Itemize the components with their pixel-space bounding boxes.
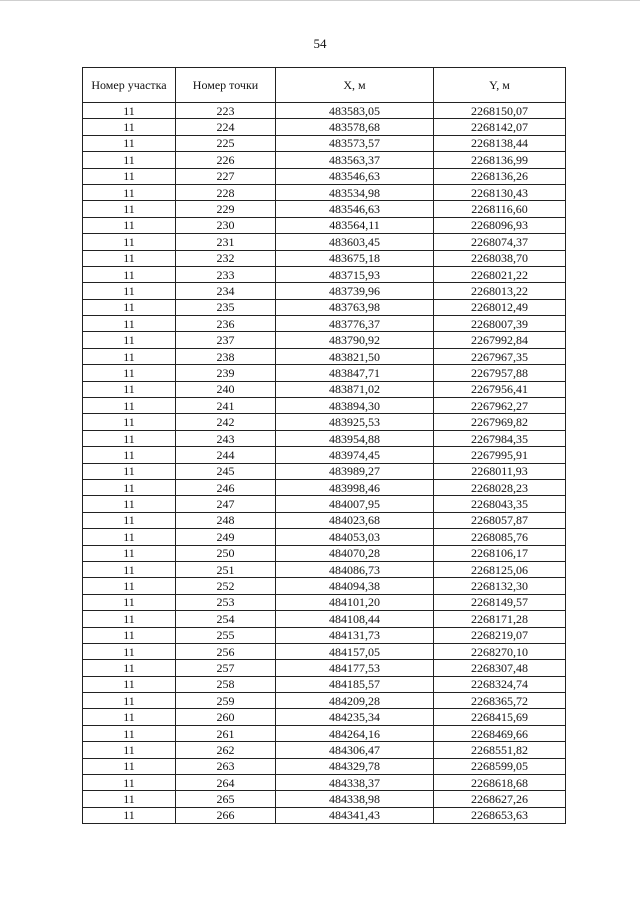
cell-point-number: 250 [176,545,276,561]
header-plot-number: Номер участка [83,68,176,103]
cell-x-coordinate: 483578,68 [276,119,434,135]
cell-point-number: 258 [176,676,276,692]
cell-y-coordinate: 2267995,91 [434,447,566,463]
cell-point-number: 254 [176,611,276,627]
cell-x-coordinate: 483871,02 [276,381,434,397]
cell-x-coordinate: 483989,27 [276,463,434,479]
cell-x-coordinate: 484070,28 [276,545,434,561]
cell-y-coordinate: 2268074,37 [434,234,566,250]
cell-point-number: 264 [176,775,276,791]
cell-plot-number: 11 [83,414,176,430]
cell-point-number: 266 [176,807,276,823]
cell-x-coordinate: 484338,98 [276,791,434,807]
cell-point-number: 230 [176,217,276,233]
cell-x-coordinate: 483894,30 [276,398,434,414]
table-row [83,266,566,282]
cell-x-coordinate: 483546,63 [276,168,434,184]
cell-y-coordinate: 2268013,22 [434,283,566,299]
table-row [83,119,566,135]
cell-x-coordinate: 483603,45 [276,234,434,250]
cell-x-coordinate: 483546,63 [276,201,434,217]
cell-x-coordinate: 483563,37 [276,152,434,168]
cell-point-number: 231 [176,234,276,250]
table-row [83,217,566,233]
cell-y-coordinate: 2268043,35 [434,496,566,512]
table-row [83,529,566,545]
cell-point-number: 246 [176,479,276,495]
table-row [83,234,566,250]
table-row [83,414,566,430]
cell-point-number: 241 [176,398,276,414]
table-row [83,168,566,184]
cell-plot-number: 11 [83,447,176,463]
cell-point-number: 252 [176,578,276,594]
cell-y-coordinate: 2268011,93 [434,463,566,479]
cell-plot-number: 11 [83,627,176,643]
table-row [83,611,566,627]
table-row [83,512,566,528]
cell-plot-number: 11 [83,512,176,528]
cell-x-coordinate: 483583,05 [276,103,434,119]
coordinates-table [82,67,566,824]
cell-point-number: 263 [176,758,276,774]
cell-point-number: 255 [176,627,276,643]
cell-x-coordinate: 484108,44 [276,611,434,627]
cell-plot-number: 11 [83,561,176,577]
cell-plot-number: 11 [83,496,176,512]
cell-point-number: 262 [176,742,276,758]
cell-x-coordinate: 483763,98 [276,299,434,315]
cell-point-number: 237 [176,332,276,348]
cell-x-coordinate: 483954,88 [276,430,434,446]
cell-x-coordinate: 483564,11 [276,217,434,233]
cell-y-coordinate: 2267967,35 [434,348,566,364]
table-row [83,348,566,364]
table-row [83,103,566,119]
cell-x-coordinate: 483776,37 [276,316,434,332]
cell-plot-number: 11 [83,709,176,725]
cell-y-coordinate: 2268599,05 [434,758,566,774]
table-row [83,430,566,446]
cell-plot-number: 11 [83,381,176,397]
cell-point-number: 253 [176,594,276,610]
cell-plot-number: 11 [83,168,176,184]
cell-point-number: 257 [176,660,276,676]
cell-y-coordinate: 2268138,44 [434,135,566,151]
cell-point-number: 260 [176,709,276,725]
cell-point-number: 249 [176,529,276,545]
cell-y-coordinate: 2268021,22 [434,266,566,282]
header-x-coordinate: X, м [276,68,434,103]
cell-point-number: 256 [176,643,276,659]
cell-y-coordinate: 2268618,68 [434,775,566,791]
cell-point-number: 261 [176,725,276,741]
cell-x-coordinate: 484007,95 [276,496,434,512]
page-number: 54 [313,36,327,51]
cell-y-coordinate: 2268116,60 [434,201,566,217]
cell-point-number: 238 [176,348,276,364]
cell-y-coordinate: 2267992,84 [434,332,566,348]
cell-point-number: 243 [176,430,276,446]
cell-point-number: 239 [176,365,276,381]
cell-x-coordinate: 483847,71 [276,365,434,381]
cell-y-coordinate: 2268219,07 [434,627,566,643]
table-row [83,693,566,709]
cell-plot-number: 11 [83,775,176,791]
table-row [83,545,566,561]
cell-x-coordinate: 483534,98 [276,184,434,200]
header-point-number: Номер точки [176,68,276,103]
cell-point-number: 232 [176,250,276,266]
cell-plot-number: 11 [83,283,176,299]
cell-plot-number: 11 [83,316,176,332]
cell-point-number: 228 [176,184,276,200]
table-row [83,709,566,725]
cell-x-coordinate: 483974,45 [276,447,434,463]
table-row [83,627,566,643]
cell-y-coordinate: 2267969,82 [434,414,566,430]
cell-y-coordinate: 2268085,76 [434,529,566,545]
table-row [83,250,566,266]
table-row [83,365,566,381]
cell-plot-number: 11 [83,742,176,758]
top-border-rule [0,0,640,7]
cell-point-number: 259 [176,693,276,709]
cell-y-coordinate: 2268028,23 [434,479,566,495]
table-row [83,463,566,479]
cell-y-coordinate: 2268125,06 [434,561,566,577]
cell-x-coordinate: 483998,46 [276,479,434,495]
table-row [83,758,566,774]
table-row [83,742,566,758]
cell-plot-number: 11 [83,578,176,594]
cell-y-coordinate: 2268007,39 [434,316,566,332]
cell-y-coordinate: 2268307,48 [434,660,566,676]
cell-x-coordinate: 484235,34 [276,709,434,725]
cell-x-coordinate: 483573,57 [276,135,434,151]
cell-plot-number: 11 [83,660,176,676]
cell-x-coordinate: 484131,73 [276,627,434,643]
cell-plot-number: 11 [83,594,176,610]
table-row [83,479,566,495]
cell-y-coordinate: 2268057,87 [434,512,566,528]
cell-y-coordinate: 2268365,72 [434,693,566,709]
cell-plot-number: 11 [83,152,176,168]
cell-x-coordinate: 483821,50 [276,348,434,364]
cell-x-coordinate: 484101,20 [276,594,434,610]
cell-point-number: 226 [176,152,276,168]
cell-plot-number: 11 [83,234,176,250]
table-row [83,807,566,823]
cell-plot-number: 11 [83,184,176,200]
cell-y-coordinate: 2268106,17 [434,545,566,561]
cell-y-coordinate: 2268469,66 [434,725,566,741]
cell-plot-number: 11 [83,725,176,741]
cell-plot-number: 11 [83,463,176,479]
table-row [83,791,566,807]
table-row [83,332,566,348]
cell-x-coordinate: 483675,18 [276,250,434,266]
cell-plot-number: 11 [83,332,176,348]
cell-point-number: 234 [176,283,276,299]
cell-x-coordinate: 483739,96 [276,283,434,299]
cell-point-number: 233 [176,266,276,282]
cell-plot-number: 11 [83,250,176,266]
cell-point-number: 227 [176,168,276,184]
table-row [83,299,566,315]
cell-point-number: 224 [176,119,276,135]
cell-x-coordinate: 484023,68 [276,512,434,528]
cell-plot-number: 11 [83,791,176,807]
cell-plot-number: 11 [83,758,176,774]
cell-plot-number: 11 [83,479,176,495]
cell-plot-number: 11 [83,119,176,135]
cell-plot-number: 11 [83,693,176,709]
cell-plot-number: 11 [83,201,176,217]
cell-y-coordinate: 2267984,35 [434,430,566,446]
cell-x-coordinate: 484306,47 [276,742,434,758]
cell-y-coordinate: 2267957,88 [434,365,566,381]
cell-plot-number: 11 [83,611,176,627]
cell-x-coordinate: 483715,93 [276,266,434,282]
cell-point-number: 244 [176,447,276,463]
cell-y-coordinate: 2268136,26 [434,168,566,184]
cell-plot-number: 11 [83,676,176,692]
cell-y-coordinate: 2268551,82 [434,742,566,758]
cell-y-coordinate: 2267956,41 [434,381,566,397]
cell-plot-number: 11 [83,348,176,364]
table-row [83,578,566,594]
cell-point-number: 265 [176,791,276,807]
table-row [83,184,566,200]
table-row [83,643,566,659]
cell-y-coordinate: 2268136,99 [434,152,566,168]
table-row [83,676,566,692]
cell-y-coordinate: 2268415,69 [434,709,566,725]
cell-y-coordinate: 2268038,70 [434,250,566,266]
table-row [83,447,566,463]
table-row [83,381,566,397]
cell-point-number: 225 [176,135,276,151]
table-row [83,561,566,577]
cell-point-number: 223 [176,103,276,119]
cell-point-number: 247 [176,496,276,512]
cell-x-coordinate: 483790,92 [276,332,434,348]
cell-x-coordinate: 484264,16 [276,725,434,741]
table-row [83,594,566,610]
cell-x-coordinate: 484157,05 [276,643,434,659]
header-y-coordinate: Y, м [434,68,566,103]
cell-x-coordinate: 483925,53 [276,414,434,430]
cell-x-coordinate: 484094,38 [276,578,434,594]
cell-point-number: 240 [176,381,276,397]
table-body [83,103,566,824]
cell-plot-number: 11 [83,217,176,233]
cell-point-number: 251 [176,561,276,577]
cell-plot-number: 11 [83,398,176,414]
cell-y-coordinate: 2268627,26 [434,791,566,807]
cell-plot-number: 11 [83,365,176,381]
cell-plot-number: 11 [83,299,176,315]
cell-y-coordinate: 2268132,30 [434,578,566,594]
cell-point-number: 229 [176,201,276,217]
cell-plot-number: 11 [83,103,176,119]
cell-y-coordinate: 2267962,27 [434,398,566,414]
table-row [83,496,566,512]
cell-x-coordinate: 484185,57 [276,676,434,692]
cell-y-coordinate: 2268130,43 [434,184,566,200]
cell-plot-number: 11 [83,430,176,446]
cell-plot-number: 11 [83,529,176,545]
cell-point-number: 235 [176,299,276,315]
table-row [83,725,566,741]
cell-point-number: 245 [176,463,276,479]
table-row [83,316,566,332]
cell-x-coordinate: 484329,78 [276,758,434,774]
cell-y-coordinate: 2268096,93 [434,217,566,233]
table-row [83,283,566,299]
table-row [83,660,566,676]
cell-plot-number: 11 [83,643,176,659]
cell-y-coordinate: 2268150,07 [434,103,566,119]
cell-x-coordinate: 484177,53 [276,660,434,676]
cell-x-coordinate: 484338,37 [276,775,434,791]
table-header-row [83,68,566,103]
cell-plot-number: 11 [83,807,176,823]
cell-y-coordinate: 2268270,10 [434,643,566,659]
cell-y-coordinate: 2268149,57 [434,594,566,610]
cell-plot-number: 11 [83,135,176,151]
cell-x-coordinate: 484086,73 [276,561,434,577]
cell-x-coordinate: 484053,03 [276,529,434,545]
table-row [83,201,566,217]
cell-point-number: 248 [176,512,276,528]
cell-y-coordinate: 2268142,07 [434,119,566,135]
cell-x-coordinate: 484209,28 [276,693,434,709]
cell-point-number: 242 [176,414,276,430]
table-row [83,775,566,791]
table-row [83,135,566,151]
table-row [83,398,566,414]
cell-y-coordinate: 2268012,49 [434,299,566,315]
cell-plot-number: 11 [83,266,176,282]
cell-y-coordinate: 2268653,63 [434,807,566,823]
cell-y-coordinate: 2268171,28 [434,611,566,627]
cell-point-number: 236 [176,316,276,332]
table-row [83,152,566,168]
cell-x-coordinate: 484341,43 [276,807,434,823]
cell-y-coordinate: 2268324,74 [434,676,566,692]
cell-plot-number: 11 [83,545,176,561]
